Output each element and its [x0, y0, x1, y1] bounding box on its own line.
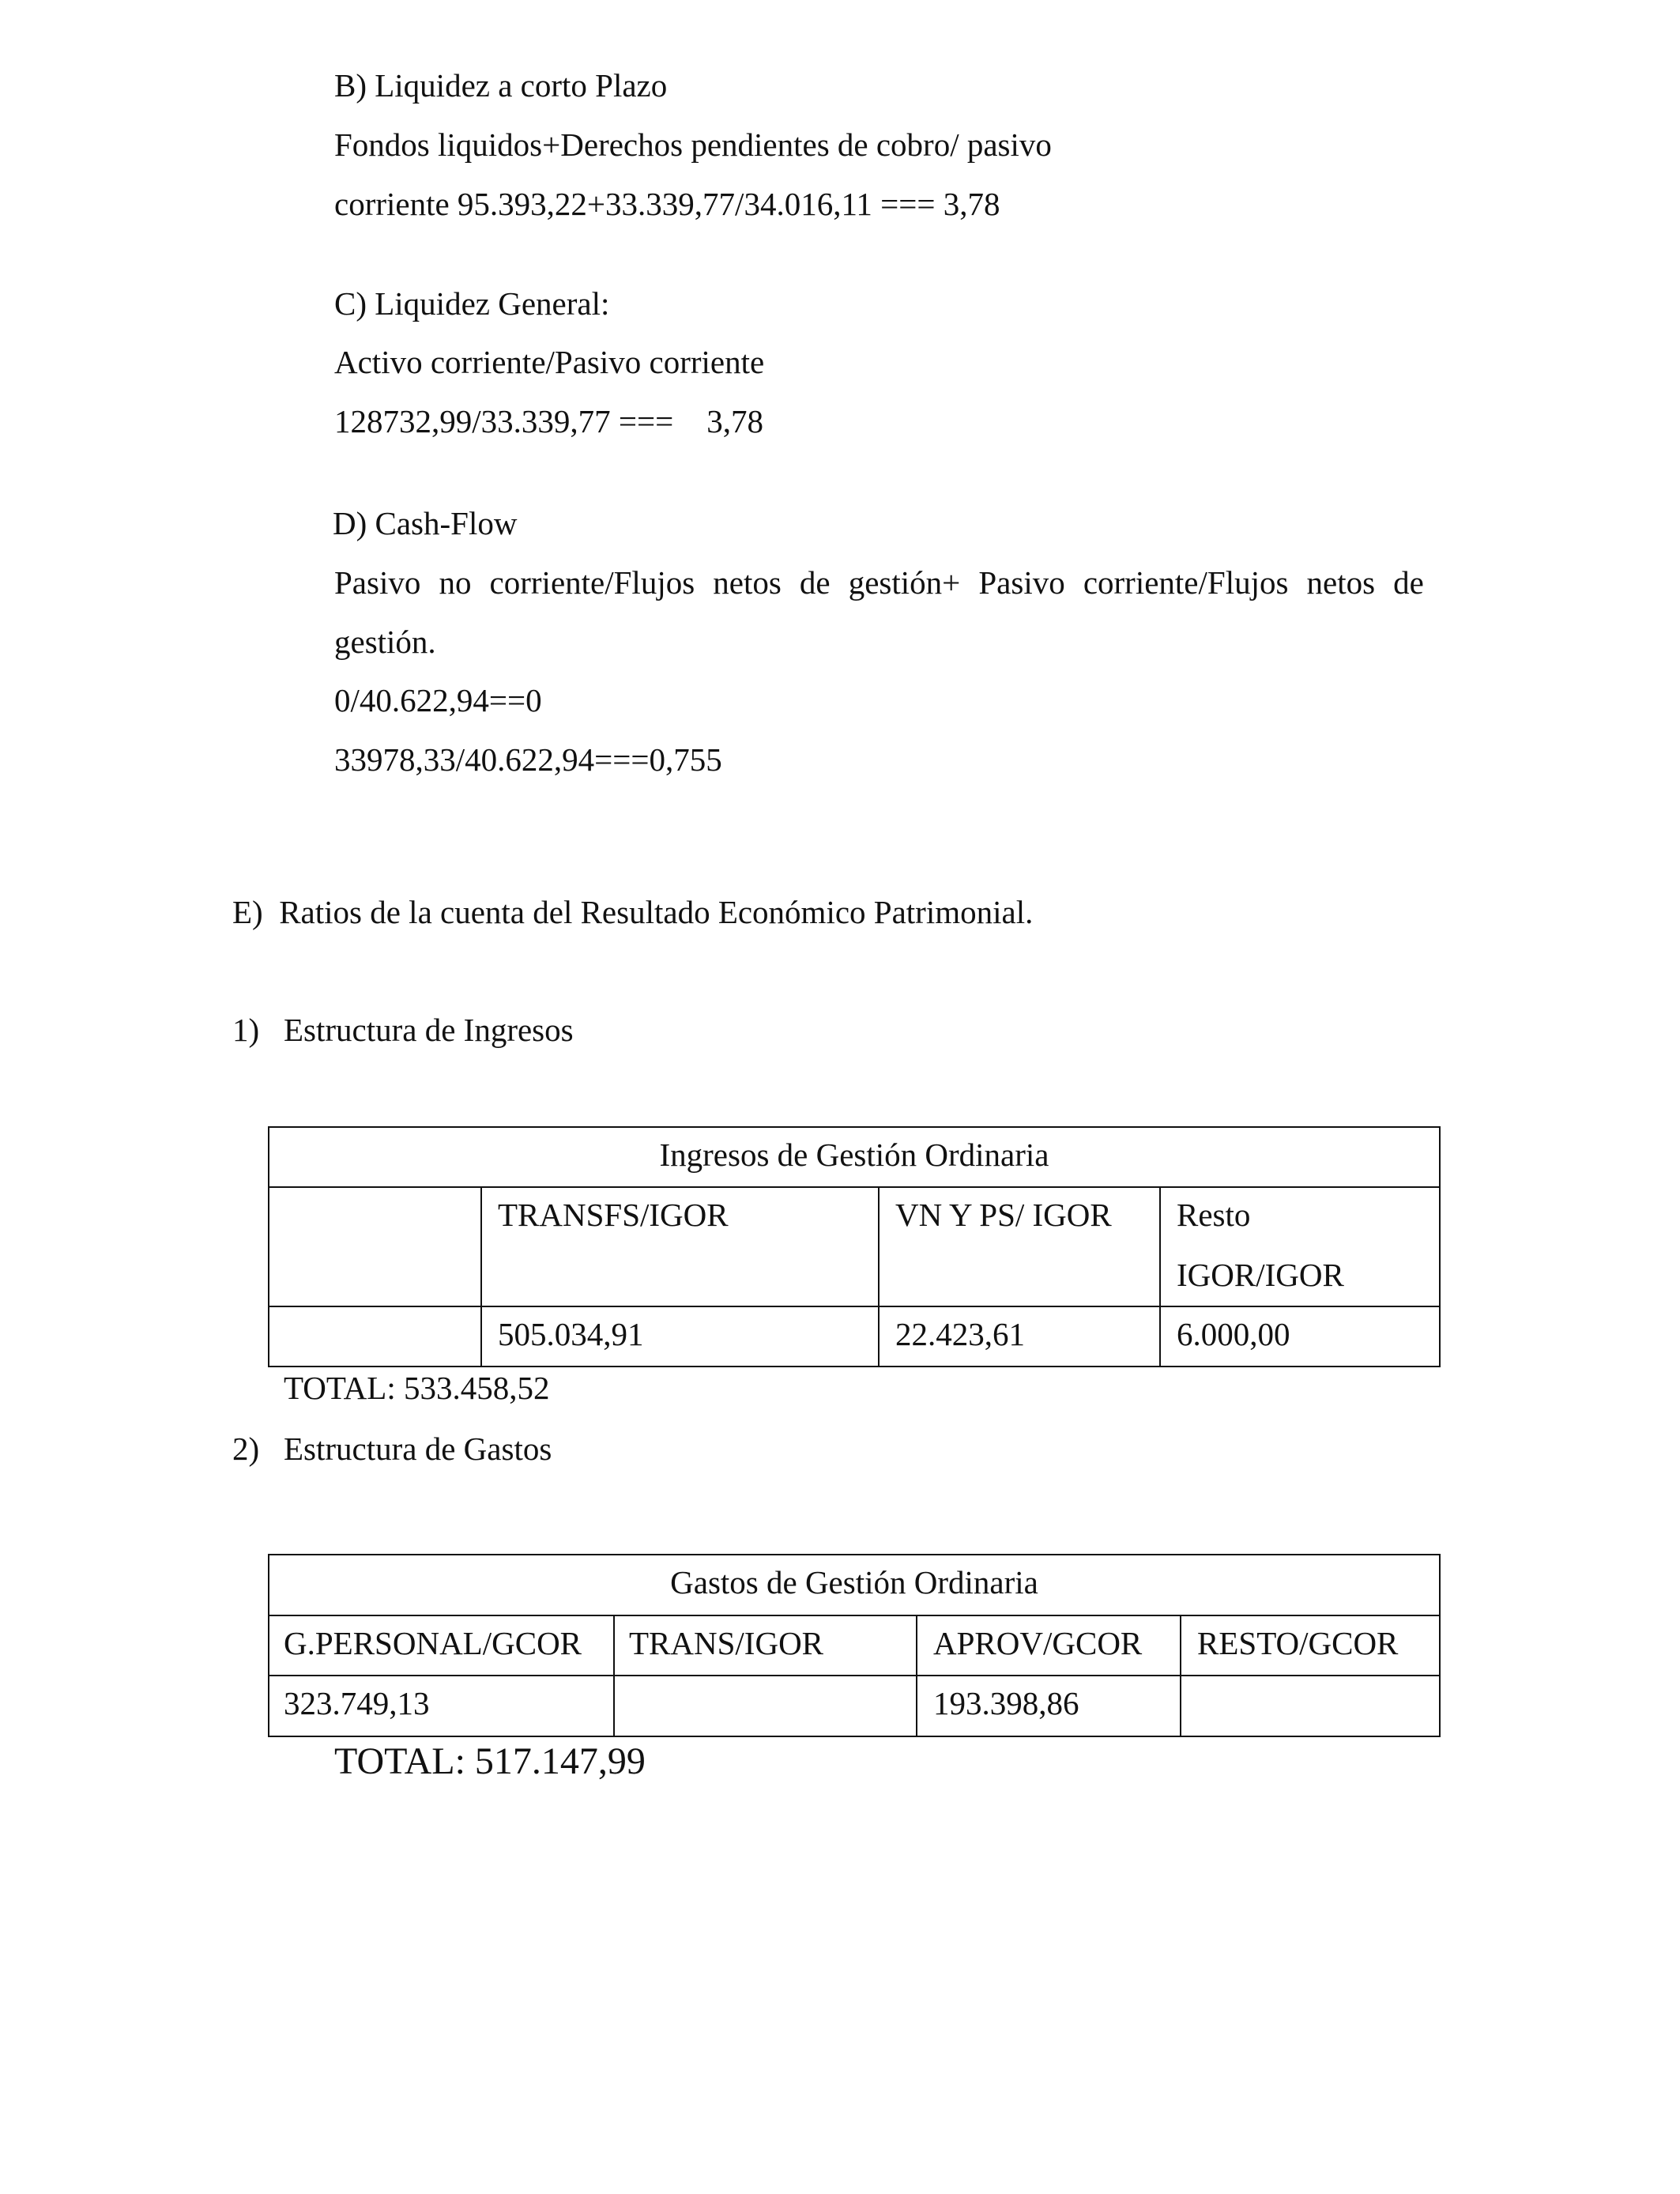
section-d-word: Pasivo: [334, 564, 421, 601]
ingresos-table: [268, 1126, 1441, 1367]
gastos-value-aprov-text: 193.398,86: [933, 1685, 1079, 1721]
section-d-formula-end: gestión.: [334, 624, 436, 660]
ingresos-header-vnps: [879, 1187, 1160, 1306]
section-d-word: no: [439, 564, 472, 601]
section-c-formula: Activo corriente/Pasivo corriente: [334, 344, 765, 380]
gastos-heading: Estructura de Gastos: [284, 1431, 552, 1467]
gastos-header-row: [269, 1615, 1440, 1676]
gastos-heading-number: 2): [232, 1431, 260, 1467]
ingresos-header-resto-line1: Resto: [1177, 1197, 1251, 1233]
section-c-heading: C) Liquidez General:: [334, 285, 610, 322]
ingresos-header-row: [269, 1187, 1440, 1306]
gastos-table: [268, 1554, 1441, 1737]
gastos-total: TOTAL: 517.147,99: [334, 1740, 646, 1782]
gastos-header-trans: [614, 1615, 917, 1676]
section-c-calculation-formula: 128732,99/33.339,77 ===: [334, 403, 674, 439]
section-d-word: de: [1393, 564, 1424, 601]
section-d-word: corriente/Flujos: [1083, 564, 1289, 601]
gastos-header-resto: [1181, 1615, 1440, 1676]
ingresos-header-transfs: [481, 1187, 879, 1306]
section-d-word: Pasivo: [978, 564, 1065, 601]
ingresos-value-empty: [269, 1306, 481, 1367]
section-b-formula: Fondos liquidos+Derechos pendientes de cobro/ pasivo: [334, 126, 1052, 163]
gastos-header-aprov-label: APROV/GCOR: [933, 1625, 1143, 1661]
ingresos-value-vnps-text: 22.423,61: [895, 1316, 1025, 1352]
section-d-heading: D) Cash-Flow: [333, 505, 518, 541]
ingresos-table-title: Ingresos de Gestión Ordinaria: [659, 1137, 1049, 1173]
ingresos-header-transfs-label: TRANSFS/IGOR: [498, 1197, 729, 1233]
section-d-word: netos: [713, 564, 782, 601]
gastos-title-cell: [269, 1555, 1440, 1615]
ingresos-heading: Estructura de Ingresos: [284, 1012, 574, 1048]
ingresos-value-transfs-text: 505.034,91: [498, 1316, 644, 1352]
gastos-title-row: [269, 1555, 1440, 1615]
ingresos-total: TOTAL: 533.458,52: [284, 1370, 550, 1406]
gastos-table-title: Gastos de Gestión Ordinaria: [670, 1564, 1038, 1600]
section-d-calc-noncurrent: 0/40.622,94==0: [334, 682, 542, 718]
gastos-header-trans-label: TRANS/IGOR: [629, 1625, 824, 1661]
ingresos-header-resto: [1160, 1187, 1440, 1306]
gastos-header-resto-label: RESTO/GCOR: [1197, 1625, 1399, 1661]
gastos-value-row: [269, 1676, 1440, 1736]
gastos-header-personal-label: G.PERSONAL/GCOR: [284, 1625, 582, 1661]
ingresos-value-resto: [1160, 1306, 1440, 1367]
ingresos-value-transfs: [481, 1306, 879, 1367]
ingresos-title-row: [269, 1127, 1440, 1187]
section-c-calculation-result: 3,78: [706, 403, 764, 439]
section-d-word: gestión+: [848, 564, 961, 601]
ingresos-value-row: [269, 1306, 1440, 1367]
ingresos-value-vnps: [879, 1306, 1160, 1367]
gastos-header-aprov: [917, 1615, 1181, 1676]
section-b-calculation: corriente 95.393,22+33.339,77/34.016,11 === 3,78: [334, 186, 1000, 222]
section-d-word: corriente/Flujos: [489, 564, 695, 601]
section-d-word: netos: [1306, 564, 1376, 601]
ingresos-header-resto-line2: IGOR/IGOR: [1177, 1257, 1344, 1293]
gastos-value-aprov: [917, 1676, 1181, 1736]
ingresos-header-resto-label: [1177, 1185, 1344, 1305]
ingresos-title-cell: [269, 1127, 1440, 1187]
section-c-calculation: [334, 405, 763, 438]
ingresos-header-vnps-label: VN Y PS/ IGOR: [895, 1197, 1112, 1233]
ingresos-heading-number: 1): [232, 1012, 260, 1048]
gastos-header-personal: [269, 1615, 614, 1676]
gastos-value-resto: [1181, 1676, 1440, 1736]
section-d-calc-current: 33978,33/40.622,94===0,755: [334, 741, 722, 778]
gastos-value-trans: [614, 1676, 917, 1736]
ingresos-header-empty: [269, 1187, 481, 1306]
section-d-word: de: [799, 564, 831, 601]
section-d-formula: [334, 564, 1424, 601]
gastos-value-personal: [269, 1676, 614, 1736]
ingresos-value-resto-text: 6.000,00: [1177, 1316, 1290, 1352]
section-b-heading: B) Liquidez a corto Plazo: [334, 67, 668, 104]
section-e-heading: E) Ratios de la cuenta del Resultado Económico Patrimonial.: [232, 894, 1034, 930]
gastos-value-personal-text: 323.749,13: [284, 1685, 430, 1721]
